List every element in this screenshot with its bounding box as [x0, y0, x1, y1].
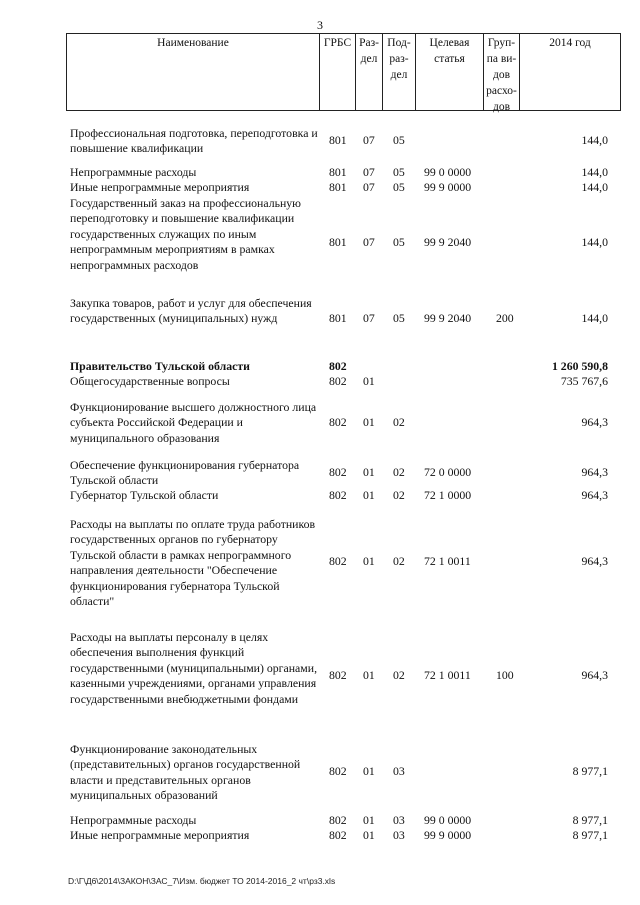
header-expense-group: Груп- па ви- дов расхо- дов	[483, 34, 519, 110]
row-podrazdel: 05	[393, 235, 405, 249]
row-razdel: 01	[363, 488, 375, 502]
row-grbs: 802	[329, 813, 347, 827]
row-amount: 8 977,1	[572, 764, 608, 778]
row-grbs: 801	[329, 311, 347, 325]
row-razdel: 07	[363, 311, 375, 325]
row-grbs: 802	[329, 554, 347, 568]
row-amount: 964,3	[581, 465, 608, 479]
header-target: Целевая статья	[415, 34, 483, 110]
row-grbs: 802	[329, 415, 347, 429]
row-podrazdel: 05	[393, 180, 405, 194]
row-amount: 964,3	[581, 554, 608, 568]
row-grbs: 802	[329, 668, 347, 682]
row-target: 72 1 0011	[424, 668, 471, 682]
row-podrazdel: 05	[393, 311, 405, 325]
row-grbs: 802	[329, 374, 347, 388]
row-amount: 8 977,1	[572, 828, 608, 842]
row-amount: 964,3	[581, 668, 608, 682]
header-year: 2014 год	[519, 34, 620, 110]
row-amount: 1 260 590,8	[551, 359, 608, 373]
row-razdel: 07	[363, 133, 375, 147]
row-amount: 144,0	[581, 311, 608, 325]
row-podrazdel: 02	[393, 668, 405, 682]
row-group: 200	[496, 311, 514, 325]
header-grbs: ГРБС	[319, 34, 355, 110]
row-target: 99 9 2040	[424, 311, 472, 325]
row-name: Закупка товаров, работ и услуг для обеспечения государственных (муниципальных) нужд	[70, 296, 312, 326]
header-name: Наименование	[157, 37, 229, 49]
row-razdel: 01	[363, 668, 375, 682]
header-razdel: Раз- дел	[355, 34, 382, 110]
page-number: 3	[317, 18, 323, 32]
row-target: 99 0 0000	[424, 813, 472, 827]
row-name: Правительство Тульской области	[70, 359, 250, 373]
row-name: Непрограммные расходы	[70, 813, 197, 827]
row-amount: 144,0	[581, 165, 608, 179]
row-amount: 964,3	[581, 488, 608, 502]
row-target: 72 1 0000	[424, 488, 472, 502]
row-razdel: 01	[363, 813, 375, 827]
row-grbs: 801	[329, 165, 347, 179]
row-amount: 735 767,6	[560, 374, 608, 388]
row-name: Губернатор Тульской области	[70, 488, 219, 502]
row-amount: 8 977,1	[572, 813, 608, 827]
row-grbs: 801	[329, 133, 347, 147]
file-path-footer: D:\Г\Д6\2014\ЗАКОН\ЗАС_7\Изм. бюджет ТО 2014-2016_2 чт\рз3.xls	[68, 876, 336, 886]
row-grbs: 802	[329, 488, 347, 502]
row-name: Функционирование законодательных (представительных) органов государственной власти и представительных органов муниципальных образований	[70, 742, 301, 803]
row-podrazdel: 02	[393, 488, 405, 502]
row-target: 99 0 0000	[424, 165, 472, 179]
row-name: Иные непрограммные мероприятия	[70, 828, 250, 842]
row-grbs: 802	[329, 828, 347, 842]
row-amount: 144,0	[581, 235, 608, 249]
row-name: Профессиональная подготовка, переподготовка и повышение квалификации	[70, 126, 318, 156]
row-target: 99 9 2040	[424, 235, 472, 249]
row-name: Иные непрограммные мероприятия	[70, 180, 250, 194]
row-name: Общегосударственные вопросы	[70, 374, 230, 388]
row-grbs: 802	[329, 359, 347, 373]
row-target: 72 1 0011	[424, 554, 471, 568]
row-podrazdel: 02	[393, 415, 405, 429]
row-name: Расходы на выплаты персоналу в целях обеспечения выполнения функций государственными (муниципальными) органами, казенными учреждениями, органами управления государственными внебюджетными фондами	[70, 630, 318, 706]
row-amount: 964,3	[581, 415, 608, 429]
row-podrazdel: 03	[393, 813, 405, 827]
row-razdel: 07	[363, 180, 375, 194]
row-name: Непрограммные расходы	[70, 165, 197, 179]
row-amount: 144,0	[581, 133, 608, 147]
row-razdel: 01	[363, 828, 375, 842]
row-razdel: 07	[363, 165, 375, 179]
row-razdel: 01	[363, 554, 375, 568]
row-group: 100	[496, 668, 514, 682]
row-razdel: 01	[363, 374, 375, 388]
row-podrazdel: 03	[393, 828, 405, 842]
row-target: 99 9 0000	[424, 828, 472, 842]
row-grbs: 802	[329, 465, 347, 479]
row-amount: 144,0	[581, 180, 608, 194]
row-grbs: 802	[329, 764, 347, 778]
row-podrazdel: 05	[393, 133, 405, 147]
row-razdel: 01	[363, 415, 375, 429]
row-razdel: 01	[363, 465, 375, 479]
row-grbs: 801	[329, 235, 347, 249]
row-podrazdel: 02	[393, 465, 405, 479]
row-name: Расходы на выплаты по оплате труда работников государственных органов по губернатору Тульской области в рамках непрограммного направления деятельности "Обеспечение функционирования губернатора Тульской области"	[70, 517, 316, 609]
row-name: Государственный заказ на профессиональную переподготовку и повышение квалификации государственных служащих по иным непрограммным мероприятиям в рамках непрограммных расходов	[70, 196, 301, 272]
row-target: 99 9 0000	[424, 180, 472, 194]
row-podrazdel: 02	[393, 554, 405, 568]
row-podrazdel: 05	[393, 165, 405, 179]
row-name: Обеспечение функционирования губернатора Тульской области	[70, 458, 300, 488]
row-razdel: 01	[363, 764, 375, 778]
row-name: Функционирование высшего должностного лица субъекта Российской Федерации и муниципального образования	[70, 400, 317, 445]
row-grbs: 801	[329, 180, 347, 194]
row-podrazdel: 03	[393, 764, 405, 778]
header-podrazdel: Под- раз- дел	[382, 34, 415, 110]
row-razdel: 07	[363, 235, 375, 249]
row-target: 72 0 0000	[424, 465, 472, 479]
table-header	[66, 33, 621, 111]
